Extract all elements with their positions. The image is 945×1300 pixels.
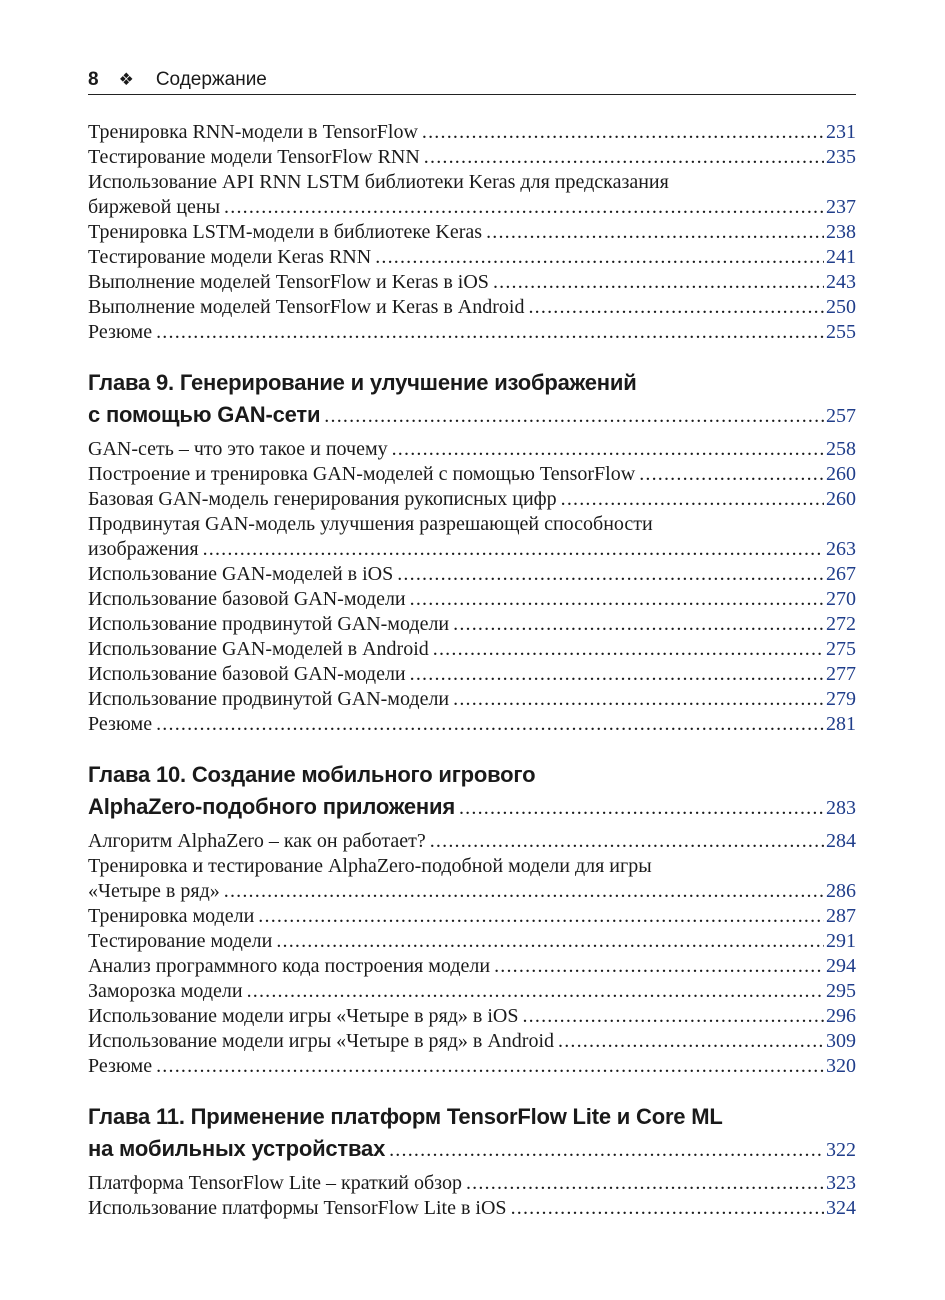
toc-chapters: [88, 367, 856, 1221]
dot-leader: [410, 587, 824, 612]
toc-entry[interactable]: [88, 537, 856, 562]
toc-page-number[interactable]: 275: [826, 638, 856, 660]
toc-entry-title: Тестирование модели TensorFlow RNN: [88, 146, 420, 168]
dot-leader: [324, 400, 824, 432]
toc-page-number[interactable]: 295: [826, 980, 856, 1002]
toc-entry-title: Базовая GAN-модель генерирования рукописных цифр: [88, 488, 557, 510]
toc-entry[interactable]: [88, 320, 856, 345]
toc-entry[interactable]: [88, 612, 856, 637]
dot-leader: [397, 562, 824, 587]
dot-leader: [389, 1134, 824, 1166]
toc-page-number[interactable]: 260: [826, 463, 856, 485]
toc-entry-title: Заморозка модели: [88, 980, 243, 1002]
dot-leader: [392, 437, 824, 462]
dot-leader: [493, 270, 824, 295]
chapter-title-continued: с помощью GAN-сети: [88, 402, 321, 427]
toc-page-number[interactable]: 286: [826, 880, 856, 902]
toc-entry-title: Резюме: [88, 1055, 153, 1077]
toc-entry-title: Выполнение моделей TensorFlow и Keras в Android: [88, 296, 525, 318]
chapter-page-number[interactable]: 322: [826, 1139, 856, 1161]
dot-leader: [422, 120, 824, 145]
toc-entry-title: «Четыре в ряд»: [88, 880, 220, 902]
dot-leader: [203, 537, 824, 562]
toc-entry-text-line: Использование API RNN LSTM библиотеки Keras для предсказания: [88, 171, 669, 193]
dot-leader: [375, 245, 824, 270]
toc-entry-title: Построение и тренировка GAN-моделей с помощью TensorFlow: [88, 463, 636, 485]
toc-entry[interactable]: [88, 1171, 856, 1196]
toc-entry-title: Использование базовой GAN-модели: [88, 663, 406, 685]
toc-entry-title: Резюме: [88, 321, 153, 343]
dot-leader: [453, 687, 824, 712]
toc-entry[interactable]: [88, 195, 856, 220]
toc-entry-title: Резюме: [88, 713, 153, 735]
toc-intro-list: [88, 120, 856, 345]
toc-entry[interactable]: [88, 829, 856, 854]
toc-page-number[interactable]: 267: [826, 563, 856, 585]
toc-content: [88, 120, 856, 1221]
toc-entry[interactable]: [88, 712, 856, 737]
dot-leader: [528, 295, 824, 320]
toc-entry[interactable]: [88, 929, 856, 954]
dot-leader: [558, 1029, 824, 1054]
chapter-title-continued: AlphaZero-подобного приложения: [88, 794, 455, 819]
toc-entry-title: изображения: [88, 538, 199, 560]
toc-page-number[interactable]: 263: [826, 538, 856, 560]
toc-page-number[interactable]: 291: [826, 930, 856, 952]
toc-entry-title: Тренировка RNN-модели в TensorFlow: [88, 121, 418, 143]
toc-entry-title: Выполнение моделей TensorFlow и Keras в iOS: [88, 271, 489, 293]
dot-leader: [522, 1004, 824, 1029]
chapter-block: [88, 1101, 856, 1221]
toc-page-number[interactable]: 323: [826, 1172, 856, 1194]
dot-leader: [453, 612, 824, 637]
toc-entry[interactable]: [88, 1029, 856, 1054]
toc-page-number[interactable]: 238: [826, 221, 856, 243]
toc-entry-title: Использование продвинутой GAN-модели: [88, 688, 450, 710]
header-title: Содержание: [155, 69, 267, 90]
dot-leader: [424, 145, 824, 170]
chapter-title-entry[interactable]: [88, 1133, 856, 1165]
toc-entry-title: Тренировка LSTM-модели в библиотеке Keras: [88, 221, 483, 243]
chapter-title-continued: на мобильных устройствах: [88, 1136, 386, 1161]
toc-entry[interactable]: [88, 1196, 856, 1221]
dot-leader: [639, 462, 824, 487]
dot-leader: [224, 195, 824, 220]
toc-page-number[interactable]: 296: [826, 1005, 856, 1027]
toc-page-number[interactable]: 258: [826, 438, 856, 460]
dot-leader: [433, 637, 824, 662]
toc-entry-title: Использование GAN-моделей в Android: [88, 638, 429, 660]
dot-leader: [247, 979, 824, 1004]
toc-entry[interactable]: [88, 979, 856, 1004]
toc-entry-title: Тестирование модели: [88, 930, 273, 952]
dot-leader: [561, 487, 824, 512]
chapter-block: [88, 759, 856, 1079]
chapter-sections: [88, 1171, 856, 1221]
toc-entry-title: биржевой цены: [88, 196, 221, 218]
toc-page-number[interactable]: 272: [826, 613, 856, 635]
dot-leader: [410, 662, 824, 687]
dot-leader: [494, 954, 824, 979]
dot-leader: [511, 1196, 824, 1221]
toc-entry-title: Использование базовой GAN-модели: [88, 588, 406, 610]
toc-entry-title: Использование GAN-моделей в iOS: [88, 563, 394, 585]
dot-leader: [156, 1054, 824, 1079]
toc-entry[interactable]: [88, 145, 856, 170]
toc-page-number[interactable]: 250: [826, 296, 856, 318]
toc-page-number[interactable]: 255: [826, 321, 856, 343]
toc-page-number[interactable]: 279: [826, 688, 856, 710]
toc-page-number[interactable]: 243: [826, 271, 856, 293]
chapter-sections: [88, 437, 856, 737]
toc-page-number[interactable]: 260: [826, 488, 856, 510]
page-number: 8: [88, 69, 99, 90]
toc-entry[interactable]: [88, 637, 856, 662]
toc-entry-title: Тестирование модели Keras RNN: [88, 246, 372, 268]
toc-entry[interactable]: [88, 437, 856, 462]
chapter-title[interactable]: Глава 9. Генерирование и улучшение изображений: [88, 370, 637, 395]
toc-entry[interactable]: [88, 587, 856, 612]
toc-entry[interactable]: [88, 487, 856, 512]
toc-page-number[interactable]: 294: [826, 955, 856, 977]
toc-entry-title: Использование модели игры «Четыре в ряд» в iOS: [88, 1005, 519, 1027]
toc-entry[interactable]: [88, 954, 856, 979]
toc-entry-text-line: Тренировка и тестирование AlphaZero-подобной модели для игры: [88, 855, 652, 877]
toc-entry-title: Тренировка модели: [88, 905, 255, 927]
toc-page-number[interactable]: 309: [826, 1030, 856, 1052]
toc-entry[interactable]: [88, 1054, 856, 1079]
dot-leader: [430, 829, 824, 854]
toc-page-number[interactable]: 320: [826, 1055, 856, 1077]
toc-entry-title: Использование продвинутой GAN-модели: [88, 613, 450, 635]
dot-leader: [276, 929, 824, 954]
toc-entry[interactable]: [88, 270, 856, 295]
toc-entry[interactable]: [88, 462, 856, 487]
toc-entry[interactable]: [88, 562, 856, 587]
toc-entry-title: Алгоритм AlphaZero – как он работает?: [88, 830, 426, 852]
toc-entry-text-line: Продвинутая GAN-модель улучшения разрешающей способности: [88, 513, 653, 535]
ornament-icon: ❖: [118, 70, 134, 89]
dot-leader: [486, 220, 824, 245]
toc-page-number[interactable]: 231: [826, 121, 856, 143]
toc-entry-title: Анализ программного кода построения модели: [88, 955, 491, 977]
running-header: [88, 66, 856, 95]
toc-entry-title: Использование платформы TensorFlow Lite в iOS: [88, 1197, 507, 1219]
toc-entry[interactable]: [88, 687, 856, 712]
toc-entry[interactable]: [88, 220, 856, 245]
chapter-page-number[interactable]: 283: [826, 797, 856, 819]
toc-page-number[interactable]: 277: [826, 663, 856, 685]
toc-page-number[interactable]: 237: [826, 196, 856, 218]
chapter-title[interactable]: Глава 11. Применение платформ TensorFlow Lite и Core ML: [88, 1104, 723, 1129]
toc-page-number[interactable]: 284: [826, 830, 856, 852]
dot-leader: [466, 1171, 824, 1196]
toc-page-number[interactable]: 270: [826, 588, 856, 610]
toc-entry[interactable]: [88, 662, 856, 687]
dot-leader: [258, 904, 824, 929]
dot-leader: [224, 879, 824, 904]
toc-page-number[interactable]: 324: [826, 1197, 856, 1219]
toc-page-number[interactable]: 281: [826, 713, 856, 735]
toc-entry[interactable]: [88, 879, 856, 904]
toc-page-number[interactable]: 287: [826, 905, 856, 927]
chapter-block: [88, 367, 856, 737]
toc-page-number[interactable]: 235: [826, 146, 856, 168]
toc-page-number[interactable]: 241: [826, 246, 856, 268]
toc-entry[interactable]: [88, 245, 856, 270]
toc-entry[interactable]: [88, 904, 856, 929]
toc-entry-title: GAN-сеть – что это такое и почему: [88, 438, 388, 460]
chapter-title[interactable]: Глава 10. Создание мобильного игрового: [88, 762, 536, 787]
dot-leader: [156, 320, 824, 345]
dot-leader: [459, 792, 824, 824]
toc-entry[interactable]: [88, 295, 856, 320]
chapter-title-entry[interactable]: [88, 791, 856, 823]
toc-entry[interactable]: [88, 1004, 856, 1029]
toc-entry-title: Платформа TensorFlow Lite – краткий обзор: [88, 1172, 462, 1194]
toc-entry-title: Использование модели игры «Четыре в ряд» в Android: [88, 1030, 554, 1052]
toc-entry[interactable]: [88, 120, 856, 145]
chapter-title-entry[interactable]: [88, 399, 856, 431]
dot-leader: [156, 712, 824, 737]
chapter-page-number[interactable]: 257: [826, 405, 856, 427]
chapter-sections: [88, 829, 856, 1079]
